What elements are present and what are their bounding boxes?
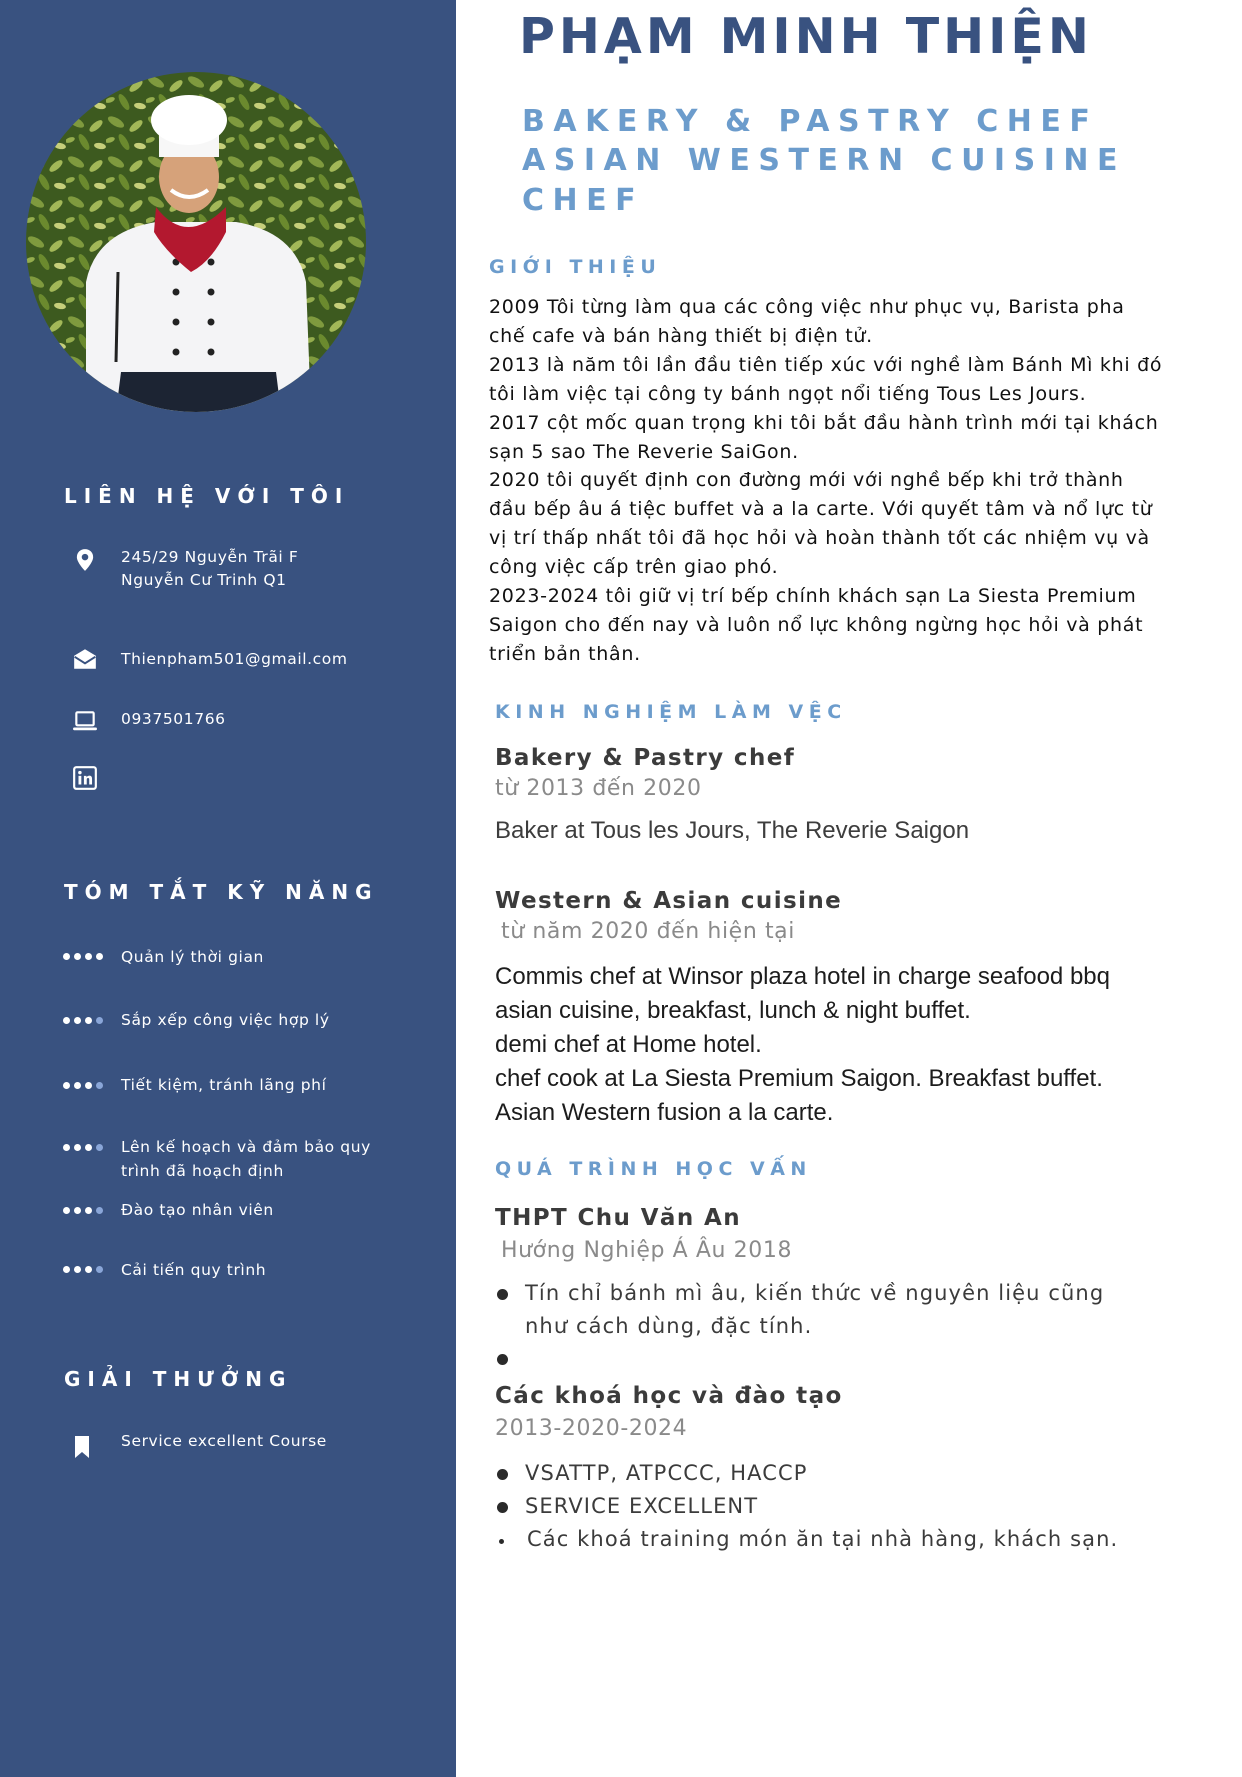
intro-line: vị trí thấp nhất tôi đã học hỏi và hoàn thành tốt các nhiệm vụ và <box>489 527 1150 550</box>
education-1-period: Hướng Nghiệp Á Âu 2018 <box>501 1238 793 1263</box>
intro-text <box>489 293 1209 669</box>
job-2-title: Western & Asian cuisine <box>495 888 843 914</box>
skill-label-4-line-1: Lên kế hoạch và đảm bảo quy <box>121 1138 371 1156</box>
education-2-bullet-3-text: Các khoá training món ăn tại nhà hàng, khách sạn. <box>527 1527 1119 1551</box>
bullet-icon <box>497 1354 508 1365</box>
bullet-icon <box>497 1502 508 1513</box>
intro-line: 2009 Tôi từng làm qua các công việc như phục vụ, Barista pha <box>489 296 1125 318</box>
skill-rating-1 <box>63 953 113 963</box>
award-item-1: Service excellent Course <box>121 1432 327 1450</box>
job-2-line: chef cook at La Siesta Premium Saigon. Breakfast buffet. <box>495 1065 1103 1092</box>
education-1-title: THPT Chu Văn An <box>495 1205 742 1231</box>
education-2-bullet-1-text: VSATTP, ATPCCC, HACCP <box>525 1461 808 1485</box>
job-2-line: Asian Western fusion a la carte. <box>495 1099 834 1126</box>
education-2-title: Các khoá học và đào tạo <box>495 1383 843 1409</box>
skill-label-4-line-2: trình đã hoạch định <box>121 1162 284 1180</box>
intro-line: đầu bếp âu á tiệc buffet và a la carte. Với quyết tâm và nổ lực từ <box>489 498 1153 521</box>
location-pin-icon <box>72 547 98 573</box>
email-link[interactable]: Thienpham501@gmail.com <box>121 650 348 668</box>
job-2-description <box>495 960 1110 1130</box>
intro-line: 2023-2024 tôi giữ vị trí bếp chính khách sạn La Siesta Premium <box>489 585 1137 608</box>
skill-label-6: Cải tiến quy trình <box>121 1261 267 1279</box>
skill-label-1: Quản lý thời gian <box>121 948 264 966</box>
job-1-period: từ 2013 đến 2020 <box>495 776 702 801</box>
intro-line: Saigon cho đến nay và luôn nổ lực không ngừng học hỏi và phát <box>489 613 1144 636</box>
skill-rating-5 <box>63 1207 113 1217</box>
bullet-icon <box>499 1539 504 1544</box>
education-1-bullet-1-line-1: Tín chỉ bánh mì âu, kiến thức về nguyên liệu cũng <box>525 1281 1105 1305</box>
intro-line: công việc cấp trên giao phó. <box>489 556 779 579</box>
experience-heading: KINH NGHIỆM LÀM VỆC <box>495 701 847 723</box>
skills-heading: TÓM TẮT KỸ NĂNG <box>64 880 379 904</box>
intro-line: tôi làm việc tại công ty bánh ngọt nổi tiếng Tous Les Jours. <box>489 382 1087 405</box>
skill-rating-4 <box>63 1144 113 1154</box>
contact-heading: LIÊN HỆ VỚI TÔI <box>64 484 350 508</box>
job-2-period: từ năm 2020 đến hiện tại <box>501 919 795 944</box>
job-title-line-2: ASIAN WESTERN CUISINE <box>522 143 1126 178</box>
skill-label-4 <box>121 1135 421 1183</box>
chef-portrait-image <box>26 72 366 412</box>
awards-heading: GIẢI THƯỞNG <box>64 1367 293 1391</box>
bookmark-icon <box>74 1435 90 1459</box>
intro-line: 2020 tôi quyết định con đường mới với nghề bếp khi trở thành <box>489 469 1124 492</box>
address-line-1: 245/29 Nguyễn Trãi F <box>121 548 299 566</box>
intro-line: triển bản thân. <box>489 642 641 665</box>
phone-number: 0937501766 <box>121 710 226 728</box>
education-2-bullet-2-text: SERVICE EXCELLENT <box>525 1494 759 1518</box>
intro-heading: GIỚI THIỆU <box>489 256 662 278</box>
education-2-period: 2013-2020-2024 <box>495 1416 688 1441</box>
linkedin-icon[interactable] <box>72 765 98 791</box>
job-1-description: Baker at Tous les Jours, The Reverie Saigon <box>495 817 970 844</box>
candidate-name: PHẠM MINH THIỆN <box>519 8 1093 65</box>
skill-label-3: Tiết kiệm, tránh lãng phí <box>121 1076 327 1094</box>
job-title-line-1: BAKERY & PASTRY CHEF <box>522 104 1099 139</box>
education-1-bullet-1-line-2: như cách dùng, đặc tính. <box>525 1314 813 1338</box>
intro-line: 2013 là năm tôi lần đầu tiên tiếp xúc với nghề làm Bánh Mì khi đó <box>489 353 1163 376</box>
job-2-line: asian cuisine, breakfast, lunch & night buffet. <box>495 997 971 1024</box>
bullet-icon <box>497 1289 508 1300</box>
envelope-icon <box>72 646 98 672</box>
intro-line: sạn 5 sao The Reverie SaiGon. <box>489 440 799 463</box>
skill-rating-3 <box>63 1082 113 1092</box>
skill-label-2: Sắp xếp công việc hợp lý <box>121 1011 330 1029</box>
education-heading: QUÁ TRÌNH HỌC VẤN <box>495 1158 812 1180</box>
intro-line: chế cafe và bán hàng thiết bị điện tử. <box>489 324 873 347</box>
job-1-title: Bakery & Pastry chef <box>495 745 796 771</box>
main-content <box>456 0 1242 1777</box>
profile-photo <box>26 72 366 412</box>
skill-rating-6 <box>63 1266 113 1276</box>
job-2-line: demi chef at Home hotel. <box>495 1031 762 1058</box>
skill-label-5: Đào tạo nhân viên <box>121 1201 274 1219</box>
skill-rating-2 <box>63 1017 113 1027</box>
job-2-line: Commis chef at Winsor plaza hotel in charge seafood bbq <box>495 963 1110 990</box>
laptop-icon <box>72 708 98 734</box>
bullet-icon <box>497 1469 508 1480</box>
sidebar <box>0 0 456 1777</box>
address-line-2: Nguyễn Cư Trinh Q1 <box>121 571 287 589</box>
intro-line: 2017 cột mốc quan trọng khi tôi bắt đầu hành trình mới tại khách <box>489 411 1159 434</box>
job-title-line-3: CHEF <box>522 183 645 218</box>
